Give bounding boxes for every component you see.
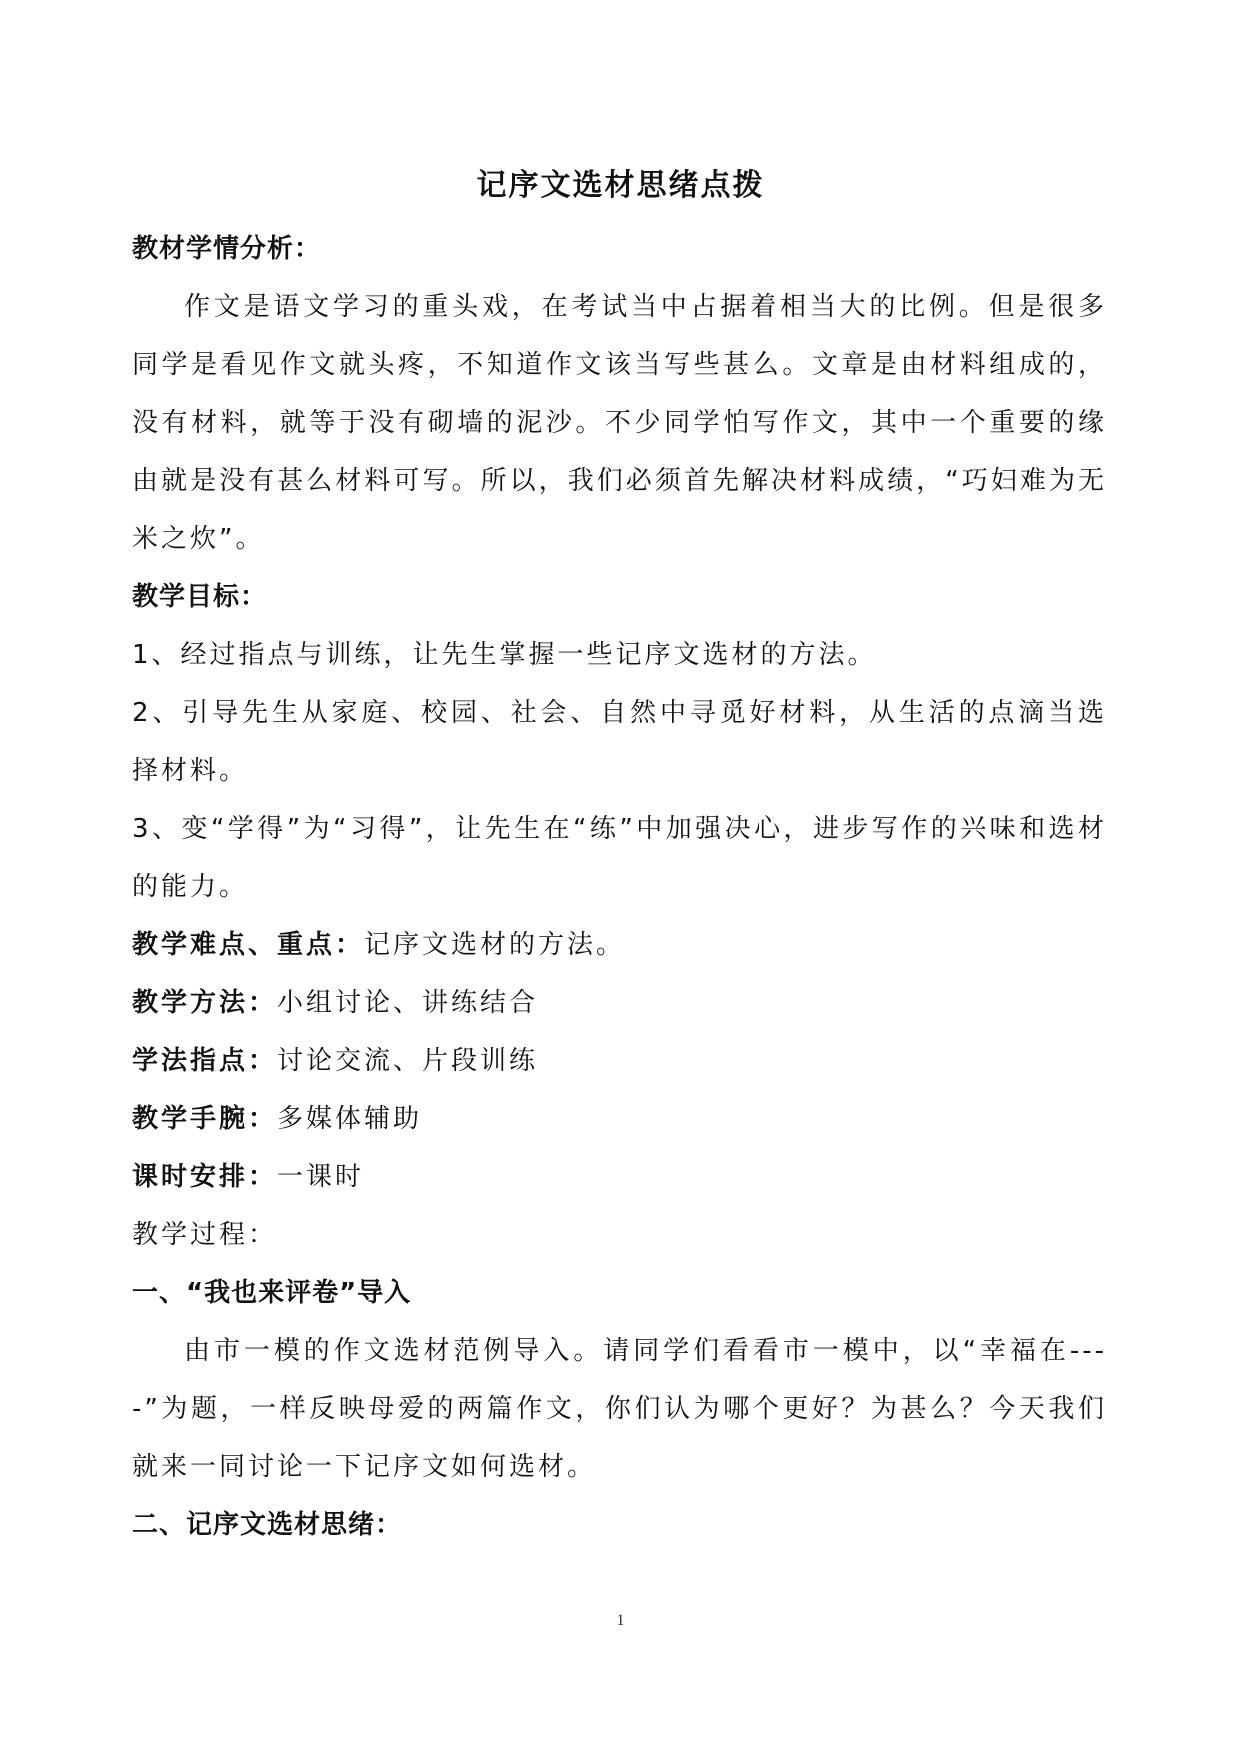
means-label: 教学手腕： [132,1104,278,1134]
goal-item-1: 1、经过指点与训练，让先生掌握一些记序文选材的方法。 [132,640,877,670]
schedule-label: 课时安排： [132,1162,278,1192]
goal-item-3: 3、变“学得”为“习得”，让先生在“练”中加强决心，进步写作的兴味和选材的能力。 [132,814,1107,902]
process-heading: 教学过程： [132,1220,278,1250]
means-row [132,1090,1107,1148]
schedule-value: 一课时 [277,1162,365,1192]
difficulty-value: 记序文选材的方法。 [364,930,626,960]
goals-heading: 教学目标： [132,582,268,612]
part2-heading: 二、记序文选材思绪： [132,1510,403,1540]
analysis-heading: 教材学情分析： [132,234,322,264]
method-label: 教学方法： [132,988,278,1018]
part1-paragraph: 由市一模的作文选材范例导入。请同学们看看市一模中，以“幸福在----”为题，一样反映母爱的两篇作文，你们认为哪个更好？为甚么？今天我们就来一同讨论一下记序文如何选材。 [132,1336,1107,1482]
method-row [132,974,1107,1032]
part1-heading: 一、“我也来评卷”导入 [132,1278,412,1308]
document-title: 记序文选材思绪点拨 [476,168,765,203]
page-number: 1 [616,1612,625,1629]
document-body [132,220,1107,1554]
method-value: 小组讨论、讲练结合 [277,988,539,1018]
difficulty-label: 教学难点、重点： [132,930,365,960]
guide-label: 学法指点： [132,1046,278,1076]
goal-item-2: 2、引导先生从家庭、校园、社会、自然中寻觅好材料，从生活的点滴当选择材料。 [132,698,1107,786]
analysis-paragraph: 作文是语文学习的重头戏，在考试当中占据着相当大的比例。但是很多同学是看见作文就头疼，不知道作文该当写些甚么。文章是由材料组成的，没有材料，就等于没有砌墙的泥沙。不少同学怕写作文，其中一个重要的缘由就是没有甚么材料可写。所以，我们必须首先解决材料成绩，“巧妇难为无米之炊”。 [132,292,1107,554]
schedule-row [132,1148,1107,1206]
guide-value: 讨论交流、片段训练 [277,1046,539,1076]
guide-row [132,1032,1107,1090]
difficulty-row [132,916,1107,974]
means-value: 多媒体辅助 [277,1104,423,1134]
